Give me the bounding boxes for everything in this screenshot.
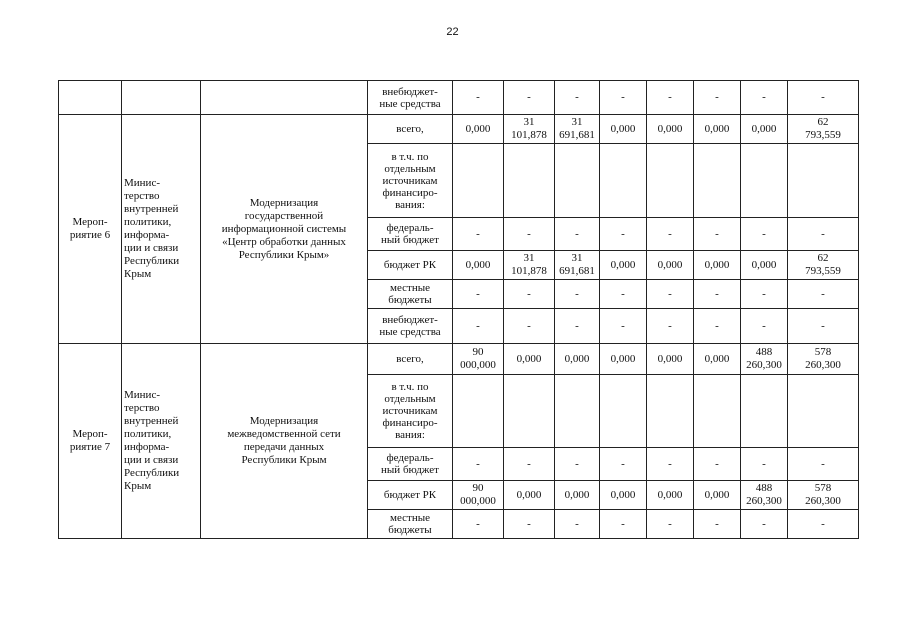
value-cell: - bbox=[647, 448, 694, 481]
value-cell bbox=[694, 144, 741, 218]
value-cell bbox=[788, 144, 859, 218]
value-cell bbox=[555, 144, 600, 218]
value-cell: - bbox=[741, 510, 788, 539]
value-cell: 0,000 bbox=[741, 251, 788, 280]
value-cell: 578 260,300 bbox=[788, 481, 859, 510]
value-cell: 0,000 bbox=[600, 115, 647, 144]
value-cell bbox=[647, 144, 694, 218]
value-cell: - bbox=[647, 510, 694, 539]
value-cell: - bbox=[694, 280, 741, 309]
funding-table bbox=[58, 80, 859, 539]
value-cell: - bbox=[453, 448, 504, 481]
measure-title-cell: Модернизация государственной информационной системы «Центр обработки данных Республики Крым» bbox=[201, 115, 368, 344]
value-cell bbox=[453, 144, 504, 218]
value-cell bbox=[555, 375, 600, 448]
table-row bbox=[59, 115, 859, 144]
value-cell: - bbox=[555, 280, 600, 309]
value-cell: - bbox=[741, 218, 788, 251]
funding-source-cell: всего, bbox=[368, 115, 453, 144]
value-cell: 488 260,300 bbox=[741, 344, 788, 375]
value-cell: - bbox=[788, 309, 859, 344]
funding-source-cell: бюджет РК bbox=[368, 251, 453, 280]
funding-source-cell: внебюджет- ные средства bbox=[368, 81, 453, 115]
value-cell: - bbox=[453, 309, 504, 344]
value-cell: 62 793,559 bbox=[788, 115, 859, 144]
value-cell: 488 260,300 bbox=[741, 481, 788, 510]
value-cell bbox=[600, 144, 647, 218]
value-cell bbox=[694, 375, 741, 448]
value-cell: - bbox=[555, 510, 600, 539]
value-cell: - bbox=[647, 218, 694, 251]
empty-cell bbox=[122, 81, 201, 115]
value-cell bbox=[741, 375, 788, 448]
value-cell: - bbox=[555, 218, 600, 251]
value-cell: 31 691,681 bbox=[555, 115, 600, 144]
value-cell: 0,000 bbox=[600, 251, 647, 280]
value-cell: 0,000 bbox=[555, 481, 600, 510]
value-cell: 0,000 bbox=[555, 344, 600, 375]
value-cell: - bbox=[555, 448, 600, 481]
value-cell: - bbox=[788, 448, 859, 481]
value-cell: 0,000 bbox=[647, 251, 694, 280]
value-cell: 31 691,681 bbox=[555, 251, 600, 280]
empty-cell bbox=[59, 81, 122, 115]
value-cell: - bbox=[600, 448, 647, 481]
value-cell: 90 000,000 bbox=[453, 481, 504, 510]
funding-source-cell: бюджет РК bbox=[368, 481, 453, 510]
value-cell: 0,000 bbox=[647, 344, 694, 375]
value-cell: 31 101,878 bbox=[504, 115, 555, 144]
measure-name-cell: Мероп- риятие 6 bbox=[59, 115, 122, 344]
value-cell: - bbox=[694, 309, 741, 344]
table-row bbox=[59, 344, 859, 375]
value-cell: 0,000 bbox=[741, 115, 788, 144]
value-cell: 0,000 bbox=[453, 251, 504, 280]
value-cell: - bbox=[453, 218, 504, 251]
value-cell: 0,000 bbox=[647, 115, 694, 144]
value-cell: - bbox=[453, 510, 504, 539]
value-cell: - bbox=[647, 280, 694, 309]
value-cell: - bbox=[600, 309, 647, 344]
funding-source-cell: внебюджет- ные средства bbox=[368, 309, 453, 344]
value-cell: 0,000 bbox=[647, 481, 694, 510]
carryover-row bbox=[59, 81, 859, 115]
value-cell: - bbox=[600, 218, 647, 251]
value-cell: - bbox=[741, 280, 788, 309]
value-cell: 62 793,559 bbox=[788, 251, 859, 280]
value-cell: - bbox=[600, 81, 647, 115]
value-cell: 31 101,878 bbox=[504, 251, 555, 280]
value-cell bbox=[788, 375, 859, 448]
value-cell bbox=[741, 144, 788, 218]
value-cell: - bbox=[694, 81, 741, 115]
funding-source-cell: местные бюджеты bbox=[368, 280, 453, 309]
value-cell: - bbox=[741, 81, 788, 115]
value-cell: - bbox=[788, 81, 859, 115]
value-cell: - bbox=[453, 81, 504, 115]
value-cell: 0,000 bbox=[694, 344, 741, 375]
value-cell: - bbox=[555, 81, 600, 115]
value-cell: - bbox=[741, 448, 788, 481]
funding-source-cell: в т.ч. по отдельным источникам финансиро- вания: bbox=[368, 144, 453, 218]
value-cell: - bbox=[504, 309, 555, 344]
value-cell: - bbox=[504, 448, 555, 481]
value-cell: 578 260,300 bbox=[788, 344, 859, 375]
funding-source-cell: в т.ч. по отдельным источникам финансиро- вания: bbox=[368, 375, 453, 448]
measure-name-cell: Мероп- риятие 7 bbox=[59, 344, 122, 539]
value-cell: 0,000 bbox=[504, 481, 555, 510]
value-cell: - bbox=[504, 510, 555, 539]
value-cell bbox=[453, 375, 504, 448]
value-cell: 0,000 bbox=[453, 115, 504, 144]
value-cell: - bbox=[647, 309, 694, 344]
value-cell: 0,000 bbox=[694, 115, 741, 144]
funding-source-cell: местные бюджеты bbox=[368, 510, 453, 539]
value-cell: - bbox=[647, 81, 694, 115]
funding-source-cell: федераль- ный бюджет bbox=[368, 218, 453, 251]
executor-cell: Минис- терство внутренней политики, информа- ции и связи Республики Крым bbox=[122, 344, 201, 539]
value-cell: 0,000 bbox=[694, 251, 741, 280]
value-cell: - bbox=[694, 510, 741, 539]
value-cell: 90 000,000 bbox=[453, 344, 504, 375]
value-cell bbox=[504, 144, 555, 218]
value-cell: - bbox=[741, 309, 788, 344]
value-cell: - bbox=[504, 280, 555, 309]
value-cell: 0,000 bbox=[600, 481, 647, 510]
value-cell bbox=[600, 375, 647, 448]
page-number: 22 bbox=[446, 26, 459, 38]
value-cell: - bbox=[788, 510, 859, 539]
executor-cell: Минис- терство внутренней политики, информа- ции и связи Республики Крым bbox=[122, 115, 201, 344]
value-cell: - bbox=[788, 280, 859, 309]
value-cell: - bbox=[788, 218, 859, 251]
value-cell: 0,000 bbox=[600, 344, 647, 375]
value-cell: - bbox=[453, 280, 504, 309]
value-cell: - bbox=[504, 218, 555, 251]
value-cell: - bbox=[600, 510, 647, 539]
funding-source-cell: федераль- ный бюджет bbox=[368, 448, 453, 481]
value-cell: - bbox=[555, 309, 600, 344]
value-cell bbox=[504, 375, 555, 448]
value-cell: - bbox=[600, 280, 647, 309]
value-cell: - bbox=[694, 218, 741, 251]
value-cell: 0,000 bbox=[504, 344, 555, 375]
funding-source-cell: всего, bbox=[368, 344, 453, 375]
value-cell: 0,000 bbox=[694, 481, 741, 510]
value-cell: - bbox=[694, 448, 741, 481]
value-cell bbox=[647, 375, 694, 448]
measure-title-cell: Модернизация межведомственной сети передачи данных Республики Крым bbox=[201, 344, 368, 539]
empty-cell bbox=[201, 81, 368, 115]
value-cell: - bbox=[504, 81, 555, 115]
